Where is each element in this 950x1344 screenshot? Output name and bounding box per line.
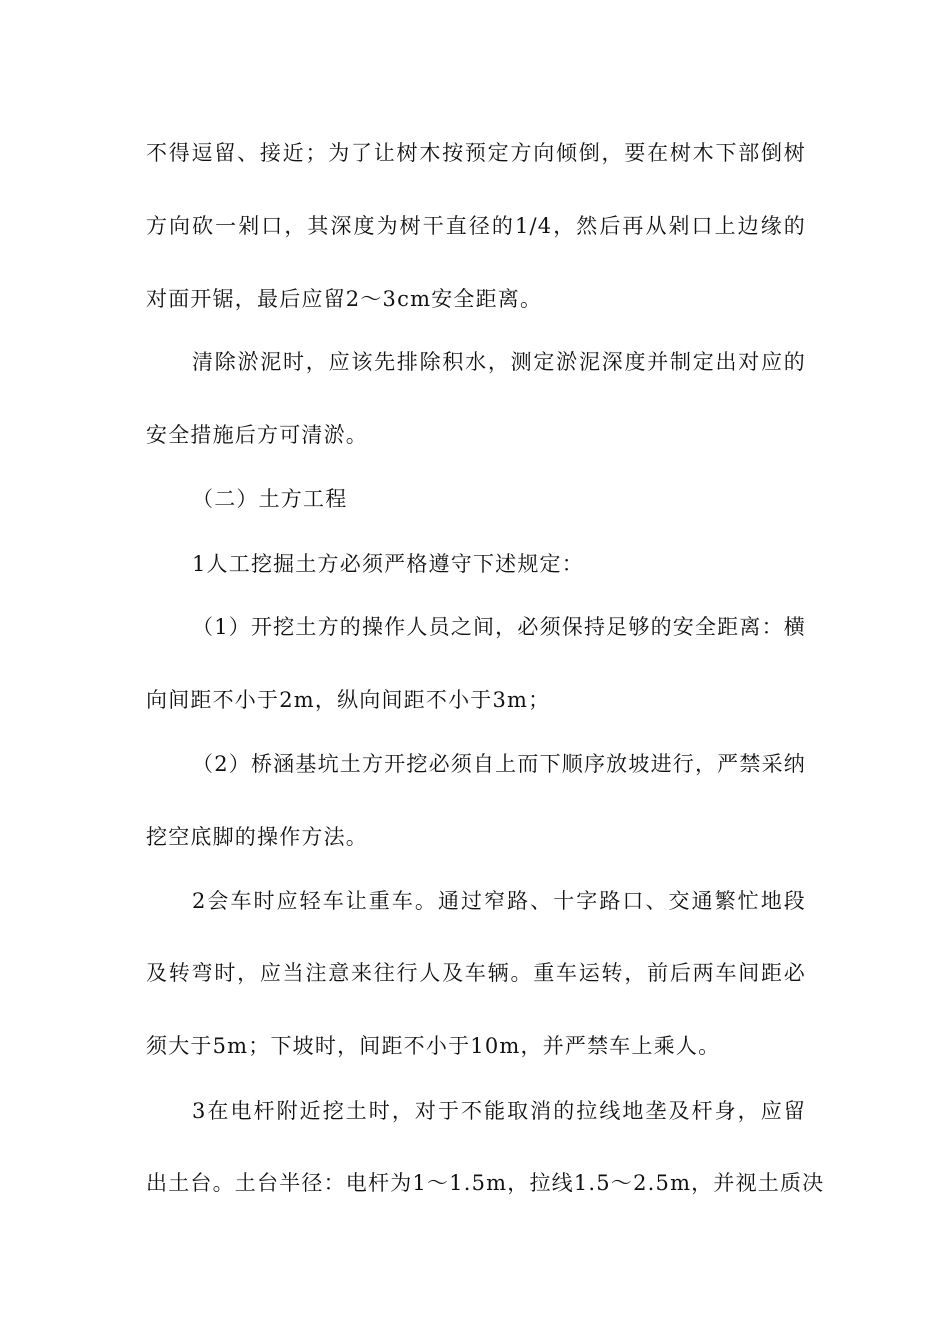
text-line: 及转弯时，应当注意来往行人及车辆。重车运转，前后两车间距必 [146,961,806,985]
text-line: 出土台。土台半径：电杆为1～1.5m，拉线1.5～2.5m，并视土质决 [146,1171,825,1195]
text-line: 向间距不小于2m，纵向间距不小于3m； [146,688,551,712]
text-line: 不得逗留、接近；为了让树木按预定方向倾倒，要在树木下部倒树 [146,141,806,165]
text-line: 挖空底脚的操作方法。 [146,825,368,849]
paragraph-line: 清除淤泥时，应该先排除积水，测定淤泥深度并制定出对应的 [192,350,806,374]
text-line: 须大于5m；下坡时，间距不小于10m，并严禁车上乘人。 [146,1034,721,1058]
paragraph-line: 2会车时应轻车让重车。通过窄路、十字路口、交通繁忙地段 [192,889,806,913]
section-heading: （二）土方工程 [192,487,348,511]
text-line: 对面开锯，最后应留2～3cm安全距离。 [146,287,543,311]
paragraph-line: （2）桥涵基坑土方开挖必须自上而下顺序放坡进行，严禁采纳 [192,752,806,776]
paragraph-line: 3在电杆附近挖土时，对于不能取消的拉线地垄及杆身，应留 [192,1099,806,1123]
paragraph-line: 1人工挖掘土方必须严格遵守下述规定： [192,552,584,576]
paragraph-line: （1）开挖土方的操作人员之间，必须保持足够的安全距离：横 [192,615,806,639]
text-line: 方向砍一剁口，其深度为树干直径的1/4，然后再从剁口上边缘的 [146,214,806,238]
text-line: 安全措施后方可清淤。 [146,423,368,447]
